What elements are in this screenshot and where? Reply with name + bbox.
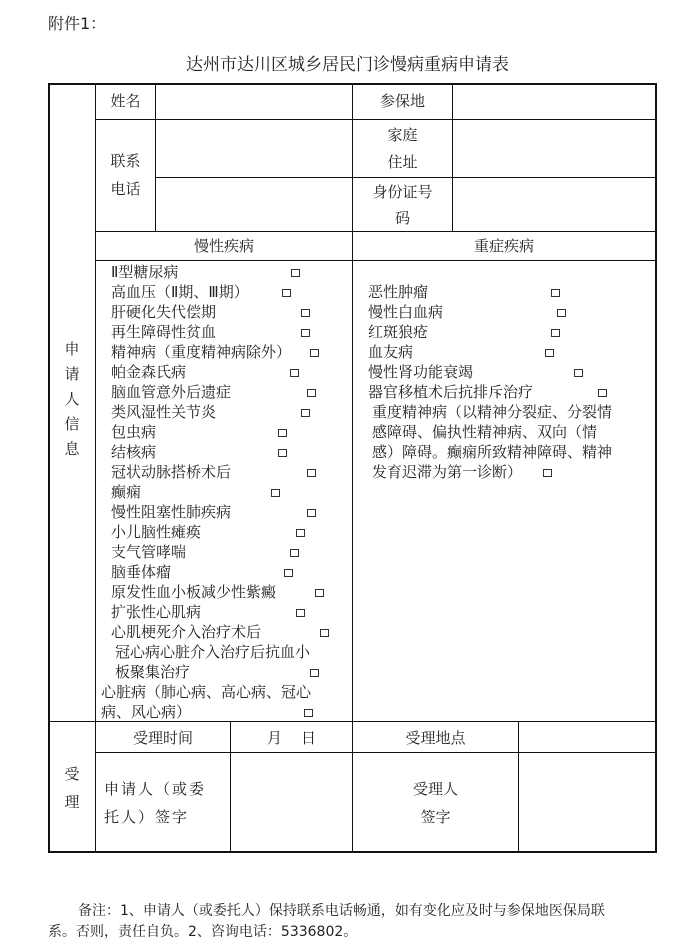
disease-item	[368, 282, 428, 302]
disease-item	[115, 662, 190, 682]
applicant-signature-label	[104, 775, 206, 831]
sign-label-line: 申请人（或委	[104, 780, 207, 798]
sign-label-line: 托人）签字	[104, 808, 190, 826]
id-number-field[interactable]	[453, 178, 655, 231]
name-label: 姓名	[110, 92, 141, 110]
id-number-line: 身份证号	[372, 183, 433, 201]
side-char: 申	[64, 340, 80, 358]
disease-label: 类风湿性关节炎	[111, 403, 217, 421]
disease-item	[111, 462, 231, 482]
phone-label-line: 电话	[110, 180, 141, 198]
disease-label: 感）障碍。癫痫所致精神障碍、精神	[372, 443, 613, 461]
disease-item	[111, 602, 201, 622]
checkbox[interactable]	[307, 469, 316, 477]
checkbox[interactable]	[282, 289, 291, 297]
checkbox[interactable]	[301, 329, 310, 337]
acceptance-place-field[interactable]	[519, 722, 655, 752]
disease-label: 器官移植术后抗排斥治疗	[368, 383, 534, 401]
home-address-field[interactable]	[453, 120, 655, 177]
page-title: 达州市达川区城乡居民门诊慢病重病申请表	[186, 55, 509, 75]
disease-item	[111, 442, 156, 462]
checkbox[interactable]	[557, 309, 566, 317]
disease-label: 慢性阻塞性肺疾病	[111, 503, 232, 521]
disease-label: 高血压（Ⅱ期、Ⅲ期）	[111, 283, 249, 301]
acceptance-time-label: 受理时间	[132, 729, 193, 747]
disease-item	[111, 502, 231, 522]
disease-item	[111, 322, 216, 342]
disease-item	[111, 562, 171, 582]
disease-item	[111, 302, 216, 322]
phone-field-1[interactable]	[156, 120, 352, 177]
disease-item	[111, 542, 186, 562]
disease-item	[368, 322, 428, 342]
disease-item	[101, 682, 311, 702]
insured-place-label: 参保地	[379, 92, 425, 110]
disease-item	[115, 642, 310, 662]
disease-item	[111, 382, 231, 402]
disease-label: 恶性肿瘤	[368, 283, 429, 301]
checkbox[interactable]	[301, 309, 310, 317]
attachment-label: 附件1：	[48, 14, 107, 33]
serious-header: 重症疾病	[473, 237, 534, 255]
applicant-info-side-label	[49, 337, 95, 462]
checkbox[interactable]	[320, 629, 329, 637]
home-address-label	[353, 122, 452, 176]
checkbox[interactable]	[278, 449, 287, 457]
disease-label: 结核病	[111, 443, 157, 461]
disease-label: 冠状动脉搭桥术后	[111, 463, 232, 481]
disease-item	[111, 282, 249, 302]
disease-label: 脑血管意外后遗症	[111, 383, 232, 401]
checkbox[interactable]	[574, 369, 583, 377]
checkbox[interactable]	[271, 489, 280, 497]
disease-item	[372, 442, 612, 462]
disease-label: 再生障碍性贫血	[111, 323, 217, 341]
disease-label: 肝硬化失代偿期	[111, 303, 217, 321]
acceptance-side-label	[49, 760, 95, 816]
checkbox[interactable]	[307, 389, 316, 397]
disease-item	[372, 422, 597, 442]
disease-item	[101, 702, 191, 722]
side-char: 信	[64, 415, 80, 433]
side-char: 息	[64, 440, 80, 458]
disease-item	[111, 622, 261, 642]
disease-label: 扩张性心肌病	[111, 603, 202, 621]
disease-item	[111, 482, 141, 502]
disease-label: 脑垂体瘤	[111, 563, 172, 581]
disease-label: 原发性血小板减少性紫癜	[111, 583, 277, 601]
insured-place-field[interactable]	[453, 84, 655, 119]
checkbox[interactable]	[278, 429, 287, 437]
checkbox[interactable]	[291, 269, 300, 277]
disease-label: 小儿脑性瘫痪	[111, 523, 202, 541]
disease-item	[111, 262, 178, 282]
applicant-signature-field[interactable]	[231, 753, 352, 851]
name-field[interactable]	[156, 84, 352, 119]
checkbox[interactable]	[551, 289, 560, 297]
disease-label: 帕金森氏病	[111, 363, 187, 381]
id-number-line: 码	[394, 209, 410, 227]
disease-item	[111, 342, 291, 362]
disease-label: 病、风心病）	[101, 703, 192, 721]
disease-label: 癫痫	[111, 483, 142, 501]
side-char: 理	[64, 793, 80, 811]
disease-label: 支气管哮喘	[111, 543, 187, 561]
disease-label: 心脏病（肺心病、高心病、冠心	[101, 683, 312, 701]
disease-label: 血友病	[368, 343, 414, 361]
id-number-label	[353, 179, 452, 231]
disease-item	[372, 462, 522, 482]
disease-label: 红斑狼疮	[368, 323, 429, 341]
side-char: 请	[64, 365, 80, 383]
disease-label: Ⅱ型糖尿病	[111, 263, 179, 281]
disease-label: 板聚集治疗	[115, 663, 191, 681]
checkbox[interactable]	[310, 669, 319, 677]
checkbox[interactable]	[296, 529, 305, 537]
disease-label: 包虫病	[111, 423, 157, 441]
home-address-line: 住址	[387, 153, 418, 171]
disease-item	[368, 382, 533, 402]
disease-label: 慢性白血病	[368, 303, 444, 321]
checkbox[interactable]	[551, 329, 560, 337]
side-char: 人	[64, 390, 80, 408]
checkbox[interactable]	[290, 369, 299, 377]
note-line: 系。否则，责任自负。2、咨询电话：5336802。	[48, 924, 358, 940]
disease-label: 重度精神病（以精神分裂症、分裂情	[372, 403, 613, 421]
chronic-header: 慢性疾病	[193, 237, 254, 255]
checkbox[interactable]	[307, 509, 316, 517]
disease-item	[111, 362, 186, 382]
disease-label: 感障碍、偏执性精神病、双向（情	[372, 423, 598, 441]
disease-item	[111, 422, 156, 442]
handler-signature-field[interactable]	[519, 753, 655, 851]
checkbox[interactable]	[598, 389, 607, 397]
checkbox[interactable]	[545, 349, 554, 357]
disease-label: 精神病（重度精神病除外）	[111, 343, 292, 361]
disease-item	[368, 362, 473, 382]
phone-label	[96, 147, 155, 203]
disease-item	[368, 342, 413, 362]
disease-label: 心肌梗死介入治疗术后	[111, 623, 262, 641]
phone-field-2[interactable]	[156, 178, 352, 231]
checkbox[interactable]	[301, 409, 310, 417]
checkbox[interactable]	[290, 549, 299, 557]
disease-item	[111, 522, 201, 542]
disease-item	[372, 402, 612, 422]
note-line: 备注：1、申请人（或委托人）保持联系电话畅通，如有变化应及时与参保地医保局联	[78, 903, 605, 919]
checkbox[interactable]	[284, 569, 293, 577]
disease-item	[111, 582, 276, 602]
disease-label: 发育迟滞为第一诊断）	[372, 463, 523, 481]
phone-label-line: 联系	[110, 152, 141, 170]
checkbox[interactable]	[310, 349, 319, 357]
sign-label-line: 受理人	[412, 780, 458, 798]
checkbox[interactable]	[296, 609, 305, 617]
acceptance-date-field[interactable]: 月 日	[266, 729, 317, 747]
disease-item	[368, 302, 443, 322]
disease-label: 冠心病心脏介入治疗后抗血小	[115, 643, 311, 661]
home-address-line: 家庭	[387, 126, 418, 144]
side-char: 受	[64, 765, 80, 783]
acceptance-place-label: 受理地点	[405, 729, 466, 747]
checkbox[interactable]	[304, 709, 313, 717]
note	[48, 901, 605, 943]
checkbox[interactable]	[543, 469, 552, 477]
handler-signature-label	[353, 775, 518, 831]
checkbox[interactable]	[315, 589, 324, 597]
disease-item	[111, 402, 216, 422]
disease-label: 慢性肾功能衰竭	[368, 363, 474, 381]
sign-label-line: 签字	[420, 808, 451, 826]
